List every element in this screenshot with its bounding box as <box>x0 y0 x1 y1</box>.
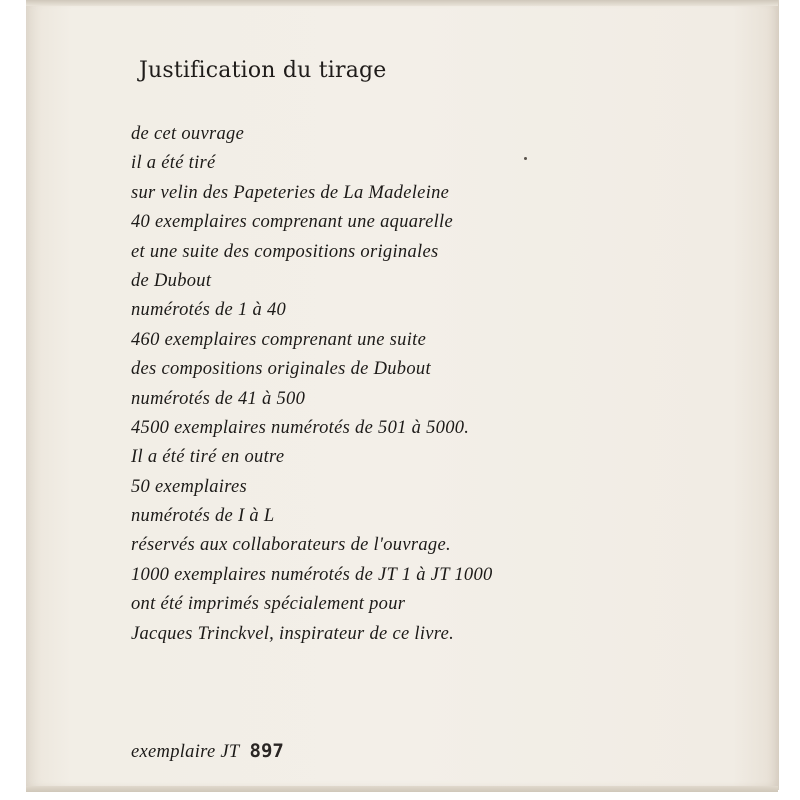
colophon-line: Il a été tiré en outre <box>131 447 285 468</box>
colophon-line: 50 exemplaires <box>131 476 248 497</box>
colophon-line: des compositions originales de Dubout <box>131 359 431 380</box>
colophon-line: réservés aux collaborateurs de l'ouvrage. <box>131 535 451 556</box>
colophon-line: il a été tiré <box>131 153 216 174</box>
page-top-edge <box>26 0 778 6</box>
page-bottom-edge <box>26 786 778 792</box>
colophon-line: de Dubout <box>131 270 212 291</box>
copy-number-label: exemplaire JT <box>131 742 240 762</box>
copy-number-stamp: 897 <box>249 740 284 762</box>
colophon-line: 40 exemplaires comprenant une aquarelle <box>131 212 454 233</box>
ink-speck <box>524 157 527 160</box>
colophon-line: 1000 exemplaires numérotés de JT 1 à JT 1000 <box>131 564 493 585</box>
colophon-line: 460 exemplaires comprenant une suite <box>131 329 427 350</box>
colophon-line: numérotés de I à L <box>131 506 275 527</box>
colophon-line: sur velin des Papeteries de La Madeleine <box>131 182 450 203</box>
colophon-line: 4500 exemplaires numérotés de 501 à 5000. <box>131 417 470 438</box>
colophon-line: ont été imprimés spécialement pour <box>131 594 406 615</box>
colophon-line: numérotés de 41 à 500 <box>131 388 306 409</box>
colophon-line: et une suite des compositions originales <box>131 241 439 262</box>
page-title: Justification du tirage <box>139 58 387 83</box>
colophon-line: numérotés de 1 à 40 <box>131 300 287 321</box>
colophon-text <box>131 120 493 649</box>
colophon-line: Jacques Trinckvel, inspirateur de ce livre. <box>131 623 455 644</box>
copy-number <box>131 740 284 763</box>
colophon-line: de cet ouvrage <box>131 124 245 144</box>
